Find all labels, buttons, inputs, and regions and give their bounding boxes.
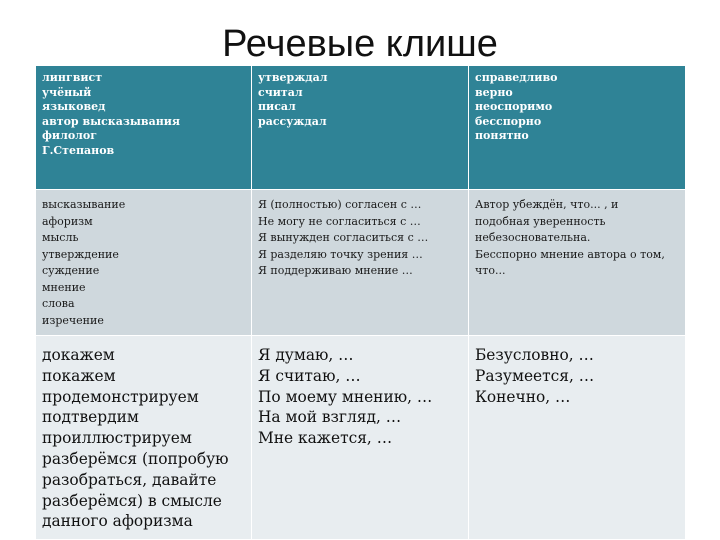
table-cell: справедливо верно неоспоримо бесспорно понятно [469,66,686,190]
table-cell: утверждал считал писал рассуждал [252,66,469,190]
table-cell: лингвист учёный языковед автор высказывания филолог Г.Степанов [36,66,252,190]
cliche-table [35,65,686,540]
table-cell: Я (полностью) согласен с … Не могу не согласиться с … Я вынужден согласиться с … Я разделяю точку зрения … Я поддерживаю мнение … [252,190,469,336]
table-row [36,66,686,190]
table-cell: докажем покажем продемонстрируем подтвердим проиллюстрируем разберёмся (попробую разобраться, давайте разберёмся) в смысле данного афоризма [36,336,252,540]
table-cell: Я думаю, … Я считаю, … По моему мнению, … На мой взгляд, … Мне кажется, … [252,336,469,540]
slide-title: Речевые клише [222,23,498,65]
table-cell: Безусловно, … Разумеется, … Конечно, … [469,336,686,540]
table-row [36,336,686,540]
table-row [36,190,686,336]
table-cell: Автор убеждён, что... , и подобная уверенность небезосновательна. Бесспорно мнение автора о том, что... [469,190,686,336]
table-cell: высказывание афоризм мысль утверждение суждение мнение слова изречение [36,190,252,336]
